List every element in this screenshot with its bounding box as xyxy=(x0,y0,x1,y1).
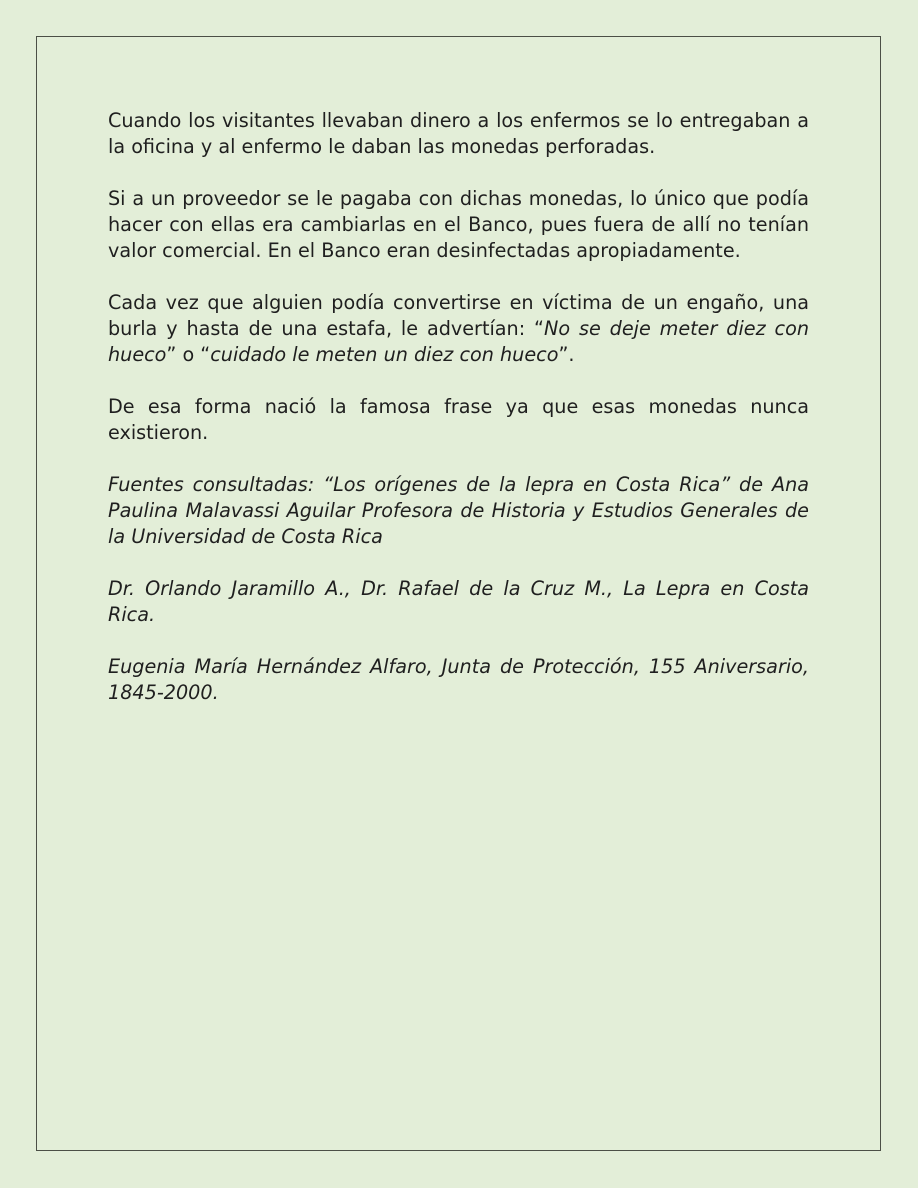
paragraph-phrase-origin: De esa forma nació la famosa frase ya que esas monedas nunca existieron. xyxy=(108,395,809,444)
paragraph-supplier-payment: Si a un proveedor se le pagaba con dichas monedas, lo único que podía hacer con ellas era cambiarlas en el Banco, pues fuera de allí no tenían valor comercial. En el Banco eran desinfectadas apropiadamente. xyxy=(108,187,809,262)
warning-text-part1: Cada vez que alguien podía convertirse en víctima de un engaño, una burla y hasta de una estafa, le advertían: “ xyxy=(108,291,809,340)
source-citation-1: Fuentes consultadas: “Los orígenes de la lepra en Costa Rica” de Ana Paulina Malavassi Aguilar Profesora de Historia y Estudios Generales de la Universidad de Costa Rica xyxy=(108,473,809,548)
paragraph-warning-phrase xyxy=(108,290,809,368)
warning-text-part3: ”. xyxy=(558,343,575,366)
source-citation-2: Dr. Orlando Jaramillo A., Dr. Rafael de la Cruz M., La Lepra en Costa Rica. xyxy=(108,577,809,626)
warning-quote-1: No se deje meter diez con hueco xyxy=(108,317,809,366)
document-body xyxy=(108,108,809,732)
paragraph-visitors-money: Cuando los visitantes llevaban dinero a los enfermos se lo entregaban a la oficina y al enfermo le daban las monedas perforadas. xyxy=(108,109,809,158)
warning-text-part2: ” o “ xyxy=(166,343,211,366)
warning-quote-2: cuidado le meten un diez con hueco xyxy=(210,343,559,366)
source-citation-3: Eugenia María Hernández Alfaro, Junta de Protección, 155 Aniversario, 1845-2000. xyxy=(108,655,809,704)
